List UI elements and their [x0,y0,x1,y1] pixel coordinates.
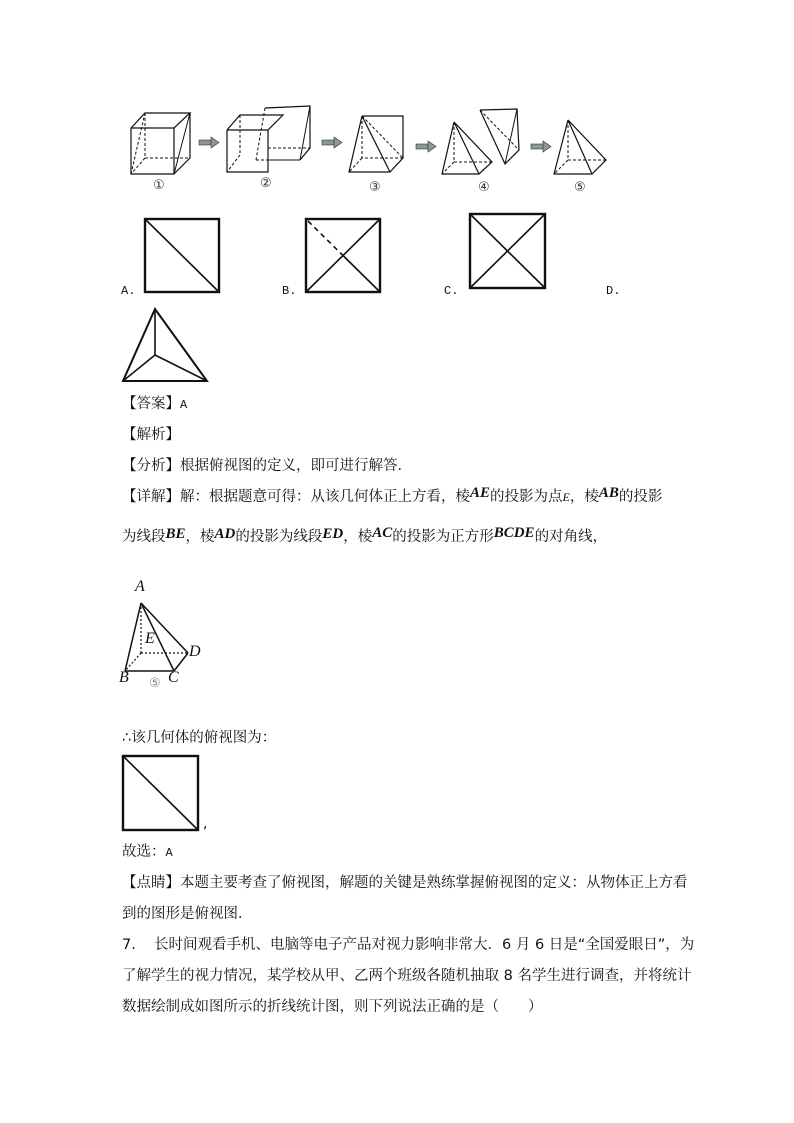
option-a-label: A. [121,284,136,298]
question-7-line-3: 数据绘制成如图所示的折线统计图，则下列说法正确的是（ ） [122,999,543,1015]
option-b-figure [305,218,385,294]
dianjing-tag: 【点睛】 [122,875,180,891]
pyramid-label-e: E [145,630,155,647]
choose-text: 故选： [122,844,166,860]
option-c-label: C. [444,284,459,298]
arrow-icon [531,141,551,152]
option-d-label: D. [606,284,621,298]
step-label-1: ① [153,178,165,193]
math-ED: ED [322,526,344,542]
fenxi-tag: 【分析】 [122,458,180,474]
figure-comma: , [203,816,208,832]
xiangjie-text: ，棱 [185,529,215,545]
choose-value: A [165,846,173,860]
pyramid-label-c: C [168,669,179,686]
math-AC: AC [372,525,393,541]
xiangjie-line-2 [122,527,607,547]
xiangjie-text: 的投影为线段 [235,529,323,545]
xiangjie-text: 的投影为正方形 [392,529,494,545]
option-d-figure [121,307,211,383]
therefore-line: ∴该几何体的俯视图为： [122,730,277,746]
cube-decomposition-figure [0,0,794,200]
arrow-icon [322,137,342,148]
step-2-split-cube [227,106,310,172]
xiangjie-text: 的投影为点 [490,489,563,505]
pyramid-step-label: ⑤ [149,676,161,691]
xiangjie-text: 的投影 [618,489,663,505]
answer-line [122,394,187,415]
math-BE: BE [165,526,186,542]
xiangjie-text: ，棱 [343,529,373,545]
xiangjie-text: 的对角线， [534,529,608,545]
xiangjie-tag: 【详解】 [122,489,180,505]
step-4-pyramid-pieces [442,109,519,174]
answer-tag: 【答案】 [122,396,180,412]
step-1-cube [131,113,190,174]
option-a-figure [144,218,224,294]
math-AB: AB [598,485,619,501]
dianjing-line-2: 到的图形是俯视图． [122,906,253,922]
fenxi-text: 根据俯视图的定义，即可进行解答． [180,458,412,474]
step-3-prism [349,116,403,172]
dianjing-text: 本题主要考查了俯视图，解题的关键是熟练掌握俯视图的定义：从物体正上方看 [180,875,688,891]
question-7-line-2: 了解学生的视力情况，某学校从甲、乙两个班级各随机抽取 8 名学生进行调查，并将统计 [122,968,692,984]
choose-line [122,842,173,863]
xiangjie-text: ，棱 [569,489,599,505]
top-view-figure [122,755,202,833]
math-E: E [562,490,570,504]
step-label-5: ⑤ [574,180,586,195]
dianjing-line-1 [122,873,688,893]
pyramid-label-b: B [119,669,129,686]
math-AE: AE [470,485,491,501]
fenxi-line [122,456,412,476]
option-c-figure [469,213,549,291]
question-text: 长时间观看手机、电脑等电子产品对视力影响非常大．6 月 6 日是“全国爱眼日”，为 [154,937,695,953]
analysis-heading: 【解析】 [122,427,180,443]
step-label-4: ④ [478,180,490,195]
question-7-line-1 [122,935,694,955]
pyramid-label-a: A [135,578,145,595]
xiangjie-line-1 [122,487,662,507]
question-number: 7. [122,937,136,953]
option-b-label: B. [282,284,297,298]
step-5-pyramid [554,120,606,174]
arrow-icon [199,137,219,148]
step-label-2: ② [260,176,272,191]
pyramid-label-d: D [189,643,201,660]
answer-value: A [180,398,188,412]
arrow-icon [416,141,436,152]
step-label-3: ③ [369,180,381,195]
xiangjie-text: 为线段 [122,529,166,545]
math-AD: AD [214,526,236,542]
math-BCDE: BCDE [493,525,535,541]
xiangjie-text: 解：根据题意可得：从该几何体正上方看，棱 [180,489,470,505]
